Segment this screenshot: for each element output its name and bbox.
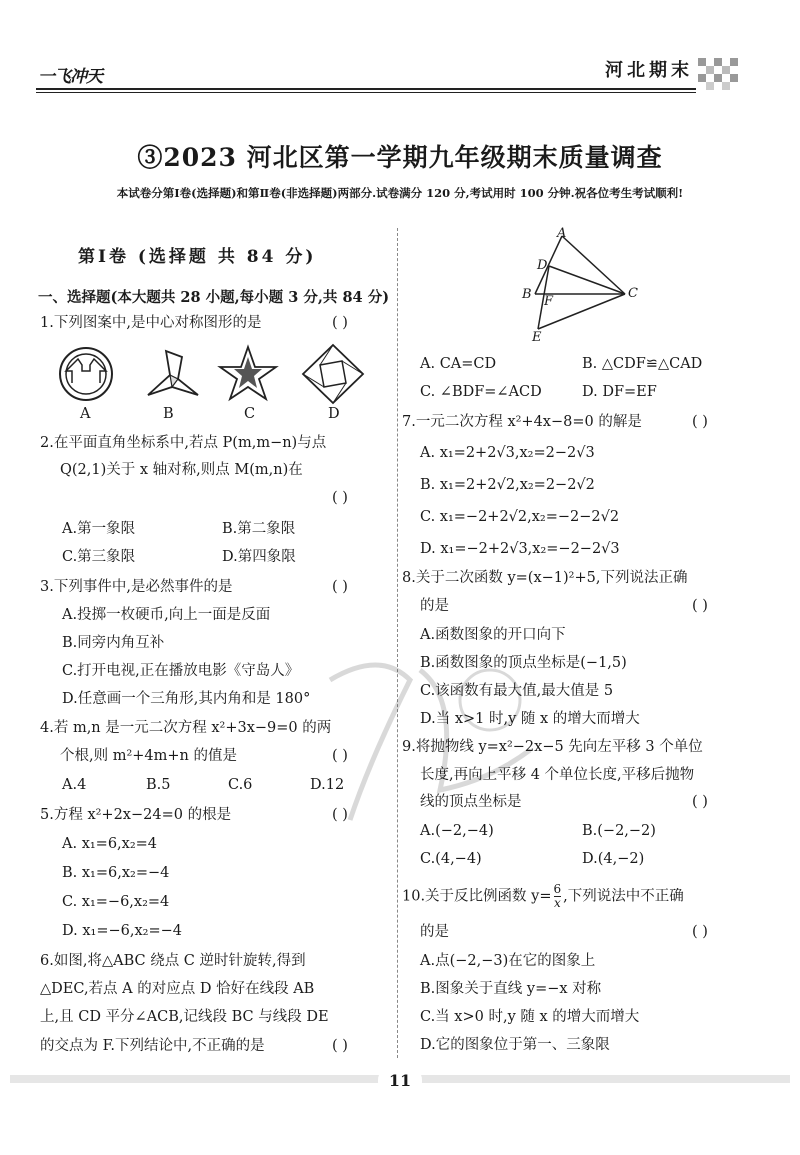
q3-option-b[interactable]: B.同旁内角互补: [62, 635, 165, 651]
q1-stem: 1.下列图案中,是中心对称图形的是: [40, 315, 262, 331]
q7-answer-bracket[interactable]: ( ): [692, 414, 708, 430]
q9-option-a[interactable]: A.(−2,−4): [420, 823, 494, 839]
figure-c-icon: [220, 347, 276, 399]
q3-stem: 3.下列事件中,是必然事件的是: [40, 579, 233, 595]
section-heading: 一、选择题(本大题共 28 小题,每小题 3 分,共 84 分): [38, 289, 390, 306]
q10-stem-line1: [402, 883, 684, 910]
q8-option-d[interactable]: D.当 x>1 时,y 随 x 的增大而增大: [420, 711, 640, 727]
q6-option-d[interactable]: D. DF=EF: [582, 384, 657, 400]
figure-a-icon: [60, 348, 112, 400]
q5-stem: 5.方程 x²+2x−24=0 的根是: [40, 807, 232, 823]
q10-option-a[interactable]: A.点(−2,−3)在它的图象上: [420, 953, 596, 969]
q4-option-a[interactable]: A.4: [62, 777, 87, 793]
q10-frac-denominator: x: [553, 896, 561, 910]
figure-d-icon: [303, 345, 363, 403]
q5-option-d[interactable]: D. x₁=−6,x₂=−4: [62, 923, 182, 939]
q10-answer-bracket[interactable]: ( ): [692, 924, 708, 940]
q6-stem-line2: △DEC,若点 A 的对应点 D 恰好在线段 AB: [40, 981, 315, 997]
q2-option-b[interactable]: B.第二象限: [222, 521, 296, 537]
q4-option-b[interactable]: B.5: [146, 777, 171, 793]
q8-option-a[interactable]: A.函数图象的开口向下: [420, 627, 566, 643]
q3-answer-bracket[interactable]: ( ): [332, 579, 348, 595]
q4-stem-line2: 个根,则 m²+4m+n 的值是: [60, 748, 238, 764]
q6-option-c[interactable]: C. ∠BDF=∠ACD: [420, 384, 542, 400]
q8-answer-bracket[interactable]: ( ): [692, 598, 708, 614]
q1-label-b: B: [163, 406, 174, 422]
q5-option-b[interactable]: B. x₁=6,x₂=−4: [62, 865, 170, 881]
q10-stem-line2: 的是: [420, 924, 449, 940]
q4-option-c[interactable]: C.6: [228, 777, 253, 793]
q8-stem-line1: 8.关于二次函数 y=(x−1)²+5,下列说法正确: [402, 570, 688, 586]
part-one-title: 第Ⅰ卷 (选择题 共 84 分): [78, 247, 317, 267]
q7-option-a[interactable]: A. x₁=2+2√3,x₂=2−2√3: [420, 445, 595, 461]
q9-answer-bracket[interactable]: ( ): [692, 794, 708, 810]
q3-option-a[interactable]: A.投掷一枚硬币,向上一面是反面: [62, 607, 271, 623]
q9-option-c[interactable]: C.(4,−4): [420, 851, 482, 867]
q9-option-b[interactable]: B.(−2,−2): [582, 823, 656, 839]
q2-stem-line1: 2.在平面直角坐标系中,若点 P(m,m−n)与点: [40, 435, 327, 451]
q10-stem-part2: ,下列说法中不正确: [563, 888, 684, 905]
q6-triangle-figure: [505, 224, 655, 344]
q4-option-d[interactable]: D.12: [310, 777, 345, 793]
region-label: 河北期末: [605, 60, 693, 81]
q6-stem-line1: 6.如图,将△ABC 绕点 C 逆时针旋转,得到: [40, 953, 306, 969]
q1-label-c: C: [244, 406, 256, 422]
q7-stem: 7.一元二次方程 x²+4x−8=0 的解是: [402, 414, 642, 430]
q8-option-b[interactable]: B.函数图象的顶点坐标是(−1,5): [420, 655, 627, 671]
brand-logo: 一飞冲天: [38, 67, 102, 87]
q1-label-a: A: [80, 406, 91, 422]
figure-b-icon: [148, 351, 198, 395]
checker-pattern-icon: [696, 52, 742, 96]
q9-stem-line3: 线的顶点坐标是: [420, 794, 522, 810]
fig-label-c: C: [628, 286, 638, 301]
q9-option-d[interactable]: D.(4,−2): [582, 851, 645, 867]
fig-label-d: D: [537, 258, 548, 273]
q9-stem-line1: 9.将抛物线 y=x²−2x−5 先向左平移 3 个单位: [402, 739, 703, 755]
q10-fraction: [554, 883, 562, 910]
q7-option-c[interactable]: C. x₁=−2+2√2,x₂=−2−2√2: [420, 509, 620, 525]
q2-stem-line2: Q(2,1)关于 x 轴对称,则点 M(m,n)在: [60, 462, 303, 478]
q8-option-c[interactable]: C.该函数有最大值,最大值是 5: [420, 683, 614, 699]
q5-option-a[interactable]: A. x₁=6,x₂=4: [62, 836, 158, 852]
q4-stem-line1: 4.若 m,n 是一元二次方程 x²+3x−9=0 的两: [40, 720, 332, 736]
fig-label-f: F: [544, 294, 554, 309]
q3-option-c[interactable]: C.打开电视,正在播放电影《守岛人》: [62, 663, 300, 679]
q8-stem-line2: 的是: [420, 598, 449, 614]
q3-option-d[interactable]: D.任意画一个三角形,其内角和是 180°: [62, 691, 311, 707]
fig-label-b: B: [522, 287, 532, 302]
q9-stem-line2: 长度,再向上平移 4 个单位长度,平移后抛物: [420, 767, 695, 783]
q4-answer-bracket[interactable]: ( ): [332, 748, 348, 764]
q10-frac-numerator: 6: [553, 882, 562, 896]
q6-option-a[interactable]: A. CA=CD: [420, 356, 497, 372]
q10-option-b[interactable]: B.图象关于直线 y=−x 对称: [420, 981, 602, 997]
q2-option-d[interactable]: D.第四象限: [222, 549, 296, 565]
q6-option-b[interactable]: B. △CDF≌△CAD: [582, 356, 703, 372]
page-number: 11: [378, 1066, 422, 1096]
q10-option-d[interactable]: D.它的图象位于第一、三象限: [420, 1037, 610, 1053]
q2-option-a[interactable]: A.第一象限: [62, 521, 136, 537]
q10-stem-part1: 10.关于反比例函数 y=: [402, 888, 552, 905]
q10-option-c[interactable]: C.当 x>0 时,y 随 x 的增大而增大: [420, 1009, 640, 1025]
q6-stem-line4: 的交点为 F.下列结论中,不正确的是: [40, 1038, 265, 1054]
q2-answer-bracket[interactable]: ( ): [332, 490, 348, 506]
q1-answer-bracket[interactable]: ( ): [332, 315, 348, 331]
q6-stem-line3: 上,且 CD 平分∠ACB,记线段 BC 与线段 DE: [40, 1009, 329, 1025]
q5-answer-bracket[interactable]: ( ): [332, 807, 348, 823]
q1-label-d: D: [328, 406, 340, 422]
fig-label-a: A: [557, 226, 567, 241]
header-rule: [36, 88, 736, 90]
q7-option-d[interactable]: D. x₁=−2+2√3,x₂=−2−2√3: [420, 541, 620, 557]
q1-figures: [48, 343, 388, 405]
q5-option-c[interactable]: C. x₁=−6,x₂=4: [62, 894, 170, 910]
exam-title: ③2023 河北区第一学期九年级期末质量调查: [137, 143, 663, 172]
q6-answer-bracket[interactable]: ( ): [332, 1038, 348, 1054]
exam-intro: 本试卷分第Ⅰ卷(选择题)和第Ⅱ卷(非选择题)两部分.试卷满分 120 分,考试用时 100 分钟.祝各位考生考试顺利!: [116, 186, 684, 200]
header-rule-thin: [36, 92, 736, 93]
fig-label-e: E: [532, 330, 542, 345]
q7-option-b[interactable]: B. x₁=2+2√2,x₂=2−2√2: [420, 477, 595, 493]
q2-option-c[interactable]: C.第三象限: [62, 549, 136, 565]
